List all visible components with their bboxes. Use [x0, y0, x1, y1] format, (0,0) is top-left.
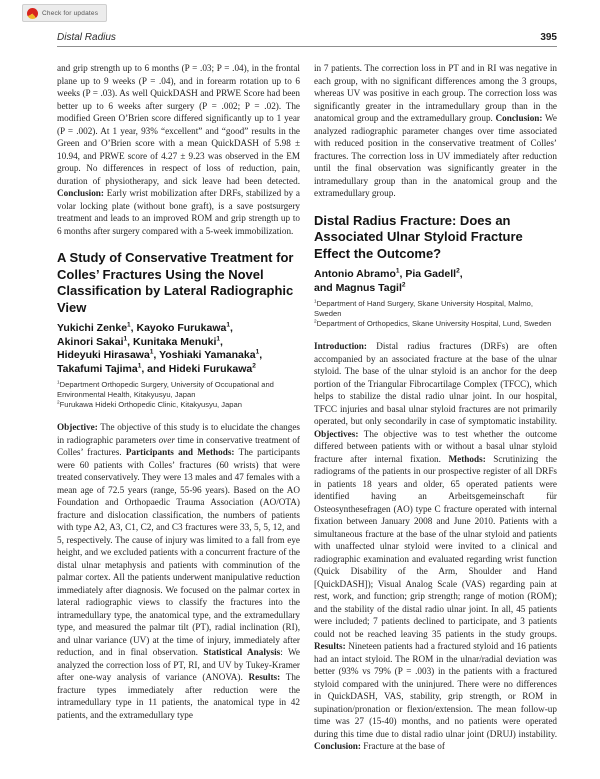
article1-affiliations: $^1$Department Orthopedic Surgery, University of Occupational and Environmental Health, Kitakyusyu, Japan $^2$Furukawa Hideki Orthopedic Clinic, Kitakyusyu, Japan	[57, 379, 274, 409]
article1-abstract: Objective: The objective of this study is to elucidate the changes in radiographic parameters over time in conservative treatment of Colles’ fractures. Participants and Methods: The participants were 60 patients with Colles’ fractures (60 wrists) that were treated conservatively. They were 13 males and 47 females with a mean age of 72.5 years (range, 55-96 years). Based on the AO Foundation and Orthopaedic Trauma Association (AO/OTA) fracture and dislocation classification, the numbers of patients with type A2, A3, C1, C2, and C3 fractures were 33, 5, 5, 12, and 5, respectively. The cause of injury was limited to a fall from eye height, and we excluded patients with a concurrent fracture of the distal ulnar metaphysis and patients with comminution of the palmar cortex. All the patients underwent manipulative reduction immediately after diagnosis. We focused on the palmar cortex in lateral radiographic views to classify the fractures into the intramedullary type, the anatomical type, and the extramedullary type, and measured the palmar tilt (PT), radial inclination (RI), and ulnar variance (UV) at the time of injury, immediately after reduction, and in final observation. Statistical Analysis: We analyzed the correction loss of PT, RI, and UV by Tukey-Kramer after one-way analysis of variance (ANOVA). Results: The fracture types immediately after reduction were the intramedullary type in 11 patients, the anatomical type in 42 patients, and the extramedullary type	[57, 422, 301, 720]
article1-authors: Yukichi Zenke$^1$, Kayoko Furukawa$^1$, Akinori Sakai$^1$, Kunitaka Menuki$^1$, Hideyuki Hirasawa$^1$, Yoshiaki Yamanaka$^1$, Takafumi Tajima$^1$, and Hideki Furukawa$^2$	[57, 321, 263, 375]
article2-title: Distal Radius Fracture: Does an Associated Ulnar Styloid Fracture Effect the Outcome?	[314, 212, 523, 261]
article1-title: A Study of Conservative Treatment for Colles’ Fractures Using the Novel Classification by Lateral Radiographic View	[57, 250, 294, 315]
left-column	[57, 62, 300, 776]
check-for-updates-label: Check for updates	[42, 9, 99, 17]
two-column-layout	[57, 62, 557, 776]
article2-abstract: Introduction: Distal radius fractures (DRFs) are often accompanied by an associated fracture at the base of the ulnar styloid. The base of the ulnar styloid is an anchor for the deep portion of the Triangular Fibrocartilage Complex (TFCC), which helps to stabilize the distal radio ulnar joint. In our hospital, TFCC injuries and basal ulnar styloid fractures are not primarily operated, but only secondarily in case of symptomatic instability. Objectives: The objective was to test whether the outcome differed between patients with or without a basal ulnar styloid fracture after internal fixation. Methods: Scrutinizing the radiograms of the patients in our prospective register of all DRFs in patients 18 years and older, 65 operated patients were identified having an Arbeitsgemeinschaft für Osteosynthesefragen (AO) type C fracture operated with internal fixation between January 2008 and June 2010. Patients with a simultaneous fracture at the base of the ulnar styloid and patients with unaffected ulnar styloid were invited to a clinical and radiographic examination and evaluated regarding wrist function (Quick Disability of the Arm, Shoulder and Hand [QuickDASH]); Visual Analog Scale (VAS) regarding pain at rest, work, and function; grip strength; range of motion (ROM); and the stability of the distal radio ulnar joint. In all, 45 patients were included; 7 patients declined to participate, and 3 patients could not be reached leaving 35 patients in the study groups. Results: Nineteen patients had a fractured styloid and 16 patients had an intact styloid. The ROM in the ulnar/radial deviation was better (93% vs 79% (P = .003) in the patients with a fractured styloid compared with the uninjured. There were no differences in QuickDASH, VAS, stability, grip strength, or ROM in supination/pronation or flexion/extension. The mean follow-up time was 27 (15-40) months, and no patients were operated during this time due to distal radio ulnar joint (DRUJ) instability. Conclusion: Fracture at the base of	[314, 341, 557, 752]
abstract-continuation-right: in 7 patients. The correction loss in PT and in RI was negative in each group, with no significant differences among the 3 groups, whereas UV was positive in each group. The correction loss was significantly greater in the intramedullary group than in the anatomical group and the extramedullary group. Conclusion: We analyzed radiographic parameter changes over time associated with reduced position in the conservative treatment of Colles’ fractures. The correction loss in UV immediately after reduction until the final observation was significantly greater in the intramedullary group than in the anatomical group and the extramedullary group.	[314, 63, 557, 198]
article2-affiliations: $^1$Department of Hand Surgery, Skane University Hospital, Malmo, Sweden $^2$Department of Orthopedics, Skane University Hospital, Lund, Sweden	[314, 298, 552, 328]
article2-authors: Antonio Abramo$^1$, Pia Gadell$^2$, and Magnus Tagil$^2$	[314, 267, 463, 294]
check-for-updates-badge[interactable]	[22, 4, 107, 22]
running-head: Distal Radius	[57, 32, 116, 43]
page-header	[57, 32, 557, 47]
page-number: 395	[540, 32, 557, 43]
right-column	[314, 62, 557, 776]
abstract-continuation-left: and grip strength up to 6 months (P = .03; P = .04), in the frontal plane up to 9 weeks (P = .04), and in forearm rotation up to 6 weeks (P = .03). As well QuickDASH and PRWE Score had been better up to 6 weeks after surgery (P = .002; P = .02). The modified Green O’Brien score differed significantly up to 1 year (P = .002). At 1 year, 93% “excellent” and “good” results in the Green and O’Brien score with a mean QuickDASH of 5.98 ± 10.94, and PRWE score of 4.27 ± 9.23 was observed in the EM group. No differences in respect of loss of reduction, pain, duration of physiotherapy, and sick leave had been detected. Conclusion: Early wrist mobilization after DRFs, stabilized by a volar locking plate (without bone graft), is a save postsurgery treatment and leads to an improved ROM and grip strength up to 6 months after surgery compared with a 5-week immobilization.	[57, 63, 300, 236]
crossmark-icon	[27, 8, 38, 19]
